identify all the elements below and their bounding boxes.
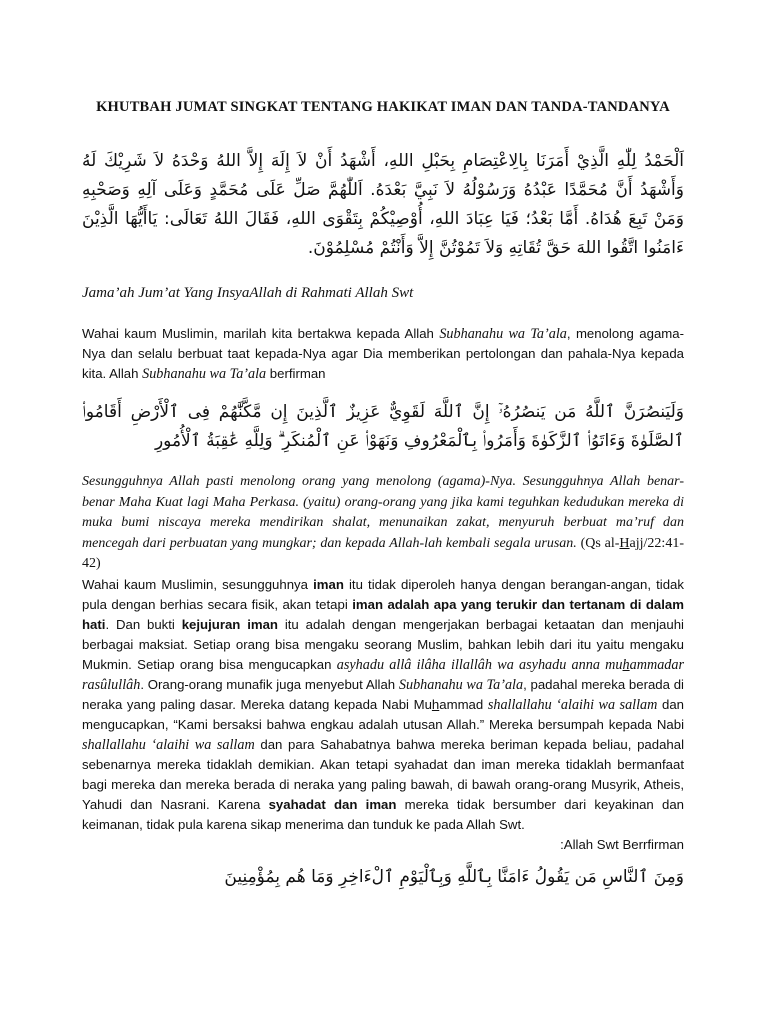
opening-arabic-text: اَلْحَمْدُ لِلّٰهِ الَّذِيْ أَمَرَنَا بِالِاعْتِصَامِ بِحَبْلِ اللهِ، أَشْهَدُ أَنْ لاَ إِلَهَ إِلاَّ اللهُ وَحْدَهُ لاَ شَرِيْكَ لَهُ وَأَشْهَدُ أَنَّ مُحَمَّدًا عَبْدُهُ وَرَسُوْلُهُ لاَ نَبِيَّ بَعْدَهُ. اَللّٰهُمَّ صَلِّ عَلَى مُحَمَّدٍ وَعَلَى آلِهِ وَصَحْبِهِ وَمَنْ تَبِعَ هُدَاهُ. أَمَّا بَعْدُ؛ فَيَا عِبَادَ اللهِ، أُوْصِيْكُمْ بِتَقْوَى اللهِ، فَقَالَ اللهُ تَعَالَى: يَاأَيُّهَا الَّذِيْنَ ءَامَنُوا اتَّقُوا اللهَ حَقَّ تُقَاتِهِ وَلاَ تَمُوْتُنَّ إِلاَّ وَأَنْتُمْ مُسْلِمُوْنَ. xyxy=(82,151,684,258)
quran-verse-hajj: وَلَيَنصُرَنَّ ٱللَّهُ مَن يَنصُرُهُۥٓ إِنَّ ٱللَّهَ لَقَوِيٌّ عَزِيزٌ ٱلَّذِينَ إِن مَّكَّنَّٰهُمْ فِى ٱلْأَرْضِ أَقَامُوا۟ ٱلصَّلَوٰةَ وَءَاتَوُا۟ ٱلزَّكَوٰةَ وَأَمَرُوا۟ بِٱلْمَعْرُوفِ وَنَهَوْا۟ عَنِ ٱلْمُنكَرِ ۗ وَلِلَّهِ عَٰقِبَةُ ٱلْأُمُورِ xyxy=(82,402,684,451)
firman-intro-line: :Allah Swt Berrfirman xyxy=(560,836,684,852)
quran-verse-baqarah: وَمِنَ ٱلنَّاسِ مَن يَقُولُ ءَامَنَّا بِٱللَّهِ وَبِٱلْيَوْمِ ٱلْءَاخِرِ وَمَا هُم بِمُؤْمِنِينَ xyxy=(224,866,684,887)
paragraph-iman: Wahai kaum Muslimin, sesungguhnya iman itu tidak diperoleh hanya dengan berangan-angan, tidak pula dengan berhias secara fisik, akan tetapi iman adalah apa yang terukir dan tertanam di dalam hati. Dan bukti kejujuran iman itu adalah dengan mengerjakan berbagai ketaatan dan menjauhi berbagai maksiat. Setiap orang bisa mengaku seorang Muslim, bahkan lebih dari itu yaitu mengaku Mukmin. Setiap orang bisa mengucapkan asyhadu allâ ilâha illallâh wa asyhadu anna muhammadar rasûlullâh. Orang-orang munafik juga menyebut Allah Subhanahu wa Ta’ala, padahal mereka berada di neraka yang paling dasar. Mereka datang kepada Nabi Muhammad shallallahu ‘alaihi wa sallam dan mengucapkan, “Kami bersaksi bahwa engkau adalah utusan Allah.” Mereka bersumpah kepada Nabi shallallahu ‘alaihi wa sallam dan para Sahabatnya bahwa mereka beriman kepada beliau, padahal sebenarnya mereka tidaklah demikian. Akan tetapi syahadat dan iman mereka tidaklah bermanfaat bagi mereka dan mereka berada di neraka yang paling bawah, di bawah orang-orang Musyrik, Atheis, Yahudi dan Nasrani. Karena syahadat dan iman mereka tidak bersumber dari keyakinan dan keimanan, tidak pula karena sikap menerima dan tunduk ke pada Allah Swt. xyxy=(82,576,684,832)
verse-translation: Sesungguhnya Allah pasti menolong orang yang menolong (agama)-Nya. Sesungguhnya Allah benar-benar Maha Kuat lagi Maha Perkasa. (yaitu) orang-orang yang jika kami teguhkan kedudukan mereka di muka bumi niscaya mereka mendirikan shalat, menunaikan zakat, menyuruh berbuat ma’ruf dan mencegah dari perbuatan yang mungkar; dan kepada Allah-lah kembali segala urusan. (Qs al-Hajj/22:41-42) xyxy=(82,474,684,572)
paragraph-intro: Wahai kaum Muslimin, marilah kita bertakwa kepada Allah Subhanahu wa Ta’ala, menolong agama-Nya dan selalu berbuat taat kepada-Nya agar Dia memberikan pertolongan dan pahala-Nya kepada kita. Allah Subhanahu wa Ta’ala berfirman xyxy=(82,326,684,382)
verse-reference: (Qs al-Hajj/22:41-42) xyxy=(82,535,684,572)
document-title: KHUTBAH JUMAT SINGKAT TENTANG HAKIKAT IMAN DAN TANDA-TANDANYA xyxy=(96,99,670,115)
section-heading: Jama’ah Jum’at Yang InsyaAllah di Rahmati Allah Swt xyxy=(82,285,414,301)
document-page xyxy=(82,96,684,892)
